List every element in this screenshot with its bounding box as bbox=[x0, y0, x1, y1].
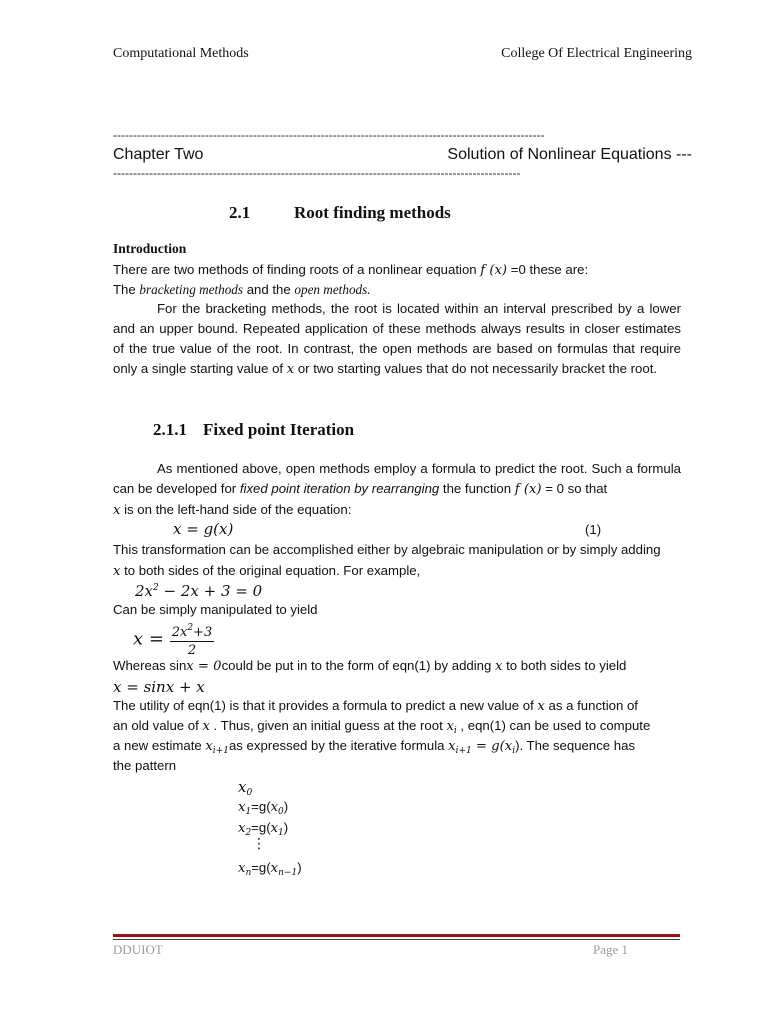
fp5-xi1 bbox=[205, 739, 229, 754]
open-methods-term: open methods bbox=[294, 282, 368, 297]
intro-line-2-text-a: The bbox=[113, 282, 140, 297]
eq3-fraction bbox=[170, 620, 215, 659]
fp1-italic-phrase: fixed point iteration by rearranging bbox=[239, 481, 440, 496]
pattern-x2-arg: x bbox=[270, 821, 279, 836]
eq2-part-a: 2x bbox=[135, 582, 154, 600]
fp1-x: x bbox=[113, 503, 121, 518]
fp5-text-g: as expressed by the iterative formula bbox=[228, 738, 449, 753]
fp5-line-1 bbox=[113, 696, 681, 717]
intro-paragraph-text: For the bracketing methods, the root is located within an interval prescribed by a lower and an upper bound. Repeated application of these methods always results in closer estimates of the true value of the root. In contrast, the open methods are based on formulas that require only a single starting value of bbox=[113, 301, 681, 376]
fp2-text-b: to both sides of the original equation. For example, bbox=[120, 563, 421, 578]
intro-line-2-period: . bbox=[367, 282, 371, 297]
intro-paragraph-x: x bbox=[286, 362, 295, 377]
equation-1: x = g(x) bbox=[173, 520, 234, 538]
fp2-x: x bbox=[113, 564, 121, 579]
fp5-text-e: , eqn(1) can be used to compute bbox=[456, 718, 651, 733]
pattern-x2-sub: 2 bbox=[245, 828, 252, 838]
formula-lhs: x bbox=[448, 739, 456, 754]
pattern-x1-close: ) bbox=[283, 799, 289, 814]
formula-rhs-sub: i bbox=[512, 746, 516, 756]
pattern-xn-arg-sub: n−1 bbox=[278, 868, 298, 878]
fp5-x2: x bbox=[202, 719, 210, 734]
eq3-lhs: x = bbox=[133, 628, 164, 650]
section-title: Root finding methods bbox=[294, 203, 451, 222]
pattern-xn bbox=[238, 858, 302, 883]
fp4-x: x bbox=[495, 659, 503, 674]
intro-line-1-fx: f (x) bbox=[480, 263, 508, 278]
pattern-x2-close: ) bbox=[283, 820, 289, 835]
intro-heading: Introduction bbox=[113, 241, 187, 256]
pattern-x2-arg-sub: 1 bbox=[278, 828, 284, 838]
pattern-vdots: ⋮ bbox=[252, 835, 266, 851]
eq3-num-a: 2x bbox=[171, 625, 188, 640]
eq2-exponent: 2 bbox=[153, 583, 159, 593]
bracketing-methods-term: bracketing methods bbox=[139, 282, 244, 297]
iterative-formula bbox=[448, 739, 515, 754]
footer-rule-thin bbox=[113, 939, 680, 940]
fp1-text-c: = 0 so that bbox=[541, 481, 608, 496]
fp4-text-b: could be put in to the form of eqn(1) by adding bbox=[221, 658, 496, 673]
chapter-dash-bottom: ------------------------------------------------------------------------------------------------------ bbox=[113, 166, 521, 180]
fp1-text-a: As mentioned above, open methods employ a formula to predict the root. Such a formula can be developed for bbox=[113, 461, 681, 496]
footer-rule-thick bbox=[113, 934, 680, 937]
intro-line-1 bbox=[113, 260, 588, 281]
eq2-part-b: − 2x + 3 = 0 bbox=[158, 582, 263, 600]
formula-lhs-sub: i+1 bbox=[455, 746, 472, 756]
pattern-x2-g: =g( bbox=[251, 820, 271, 835]
pattern-xn-base: x bbox=[238, 861, 246, 876]
header-left: Computational Methods bbox=[113, 46, 249, 61]
fp4-line bbox=[113, 656, 626, 677]
fp2-line-2 bbox=[113, 561, 420, 582]
intro-line-1-text-a: There are two methods of finding roots of a nonlinear equation bbox=[113, 262, 481, 277]
fp4-math: x = 0 bbox=[186, 659, 222, 674]
intro-paragraph-end: or two starting values that do not necessarily bracket the root. bbox=[294, 361, 658, 376]
fp4-text-a: Whereas sin bbox=[113, 658, 187, 673]
fp1-text-b: the function bbox=[439, 481, 515, 496]
fp5-line-4: the pattern bbox=[113, 758, 177, 773]
intro-line-1-text-b: =0 these are: bbox=[507, 262, 589, 277]
footer-page-number: Page 1 bbox=[592, 942, 628, 957]
fp5-xi1-sub: i+1 bbox=[212, 746, 229, 756]
pattern-x0-base: x bbox=[238, 778, 247, 796]
fp1-fx: f (x) bbox=[514, 482, 542, 497]
subsection-title: Fixed point Iteration bbox=[203, 420, 355, 439]
pattern-x2-base: x bbox=[238, 821, 246, 836]
pattern-x1-sub: 1 bbox=[245, 807, 252, 817]
equation-4: x = sinx + x bbox=[113, 678, 205, 696]
fp2-line-1: This transformation can be accomplished either by algebraic manipulation or by simply adding bbox=[113, 542, 661, 557]
eq3-numerator bbox=[170, 620, 215, 642]
fp5-x: x bbox=[537, 699, 545, 714]
chapter-title: Solution of Nonlinear Equations --- bbox=[447, 146, 692, 163]
eq3-num-b: +3 bbox=[193, 625, 213, 640]
fp5-text-a: The utility of eqn(1) is that it provides a formula to predict a new value of bbox=[113, 698, 538, 713]
header-right: College Of Electrical Engineering bbox=[501, 46, 692, 61]
equation-2 bbox=[135, 582, 262, 600]
pattern-xn-g: =g( bbox=[251, 860, 271, 875]
pattern-xn-sub: n bbox=[245, 868, 252, 878]
fp5-text-c: an old value of bbox=[113, 718, 203, 733]
fp1-text-d: is on the left-hand side of the equation: bbox=[120, 502, 352, 517]
formula-rhs: = g(x bbox=[471, 739, 513, 754]
pattern-x0 bbox=[238, 778, 252, 798]
footer-left: DDUIOT bbox=[113, 942, 163, 957]
fp5-xi bbox=[446, 719, 456, 734]
pattern-xn-arg: x bbox=[270, 861, 279, 876]
fp5-text-d: . Thus, given an initial guess at the root bbox=[209, 718, 447, 733]
fp5-text-f: a new estimate bbox=[113, 738, 206, 753]
fp5-text-j: ). The sequence has bbox=[515, 738, 636, 753]
pattern-xn-close: ) bbox=[297, 860, 302, 875]
chapter-label: Chapter Two bbox=[113, 146, 204, 163]
eq3-num-exponent: 2 bbox=[187, 623, 194, 633]
intro-line-2-text-b: and the bbox=[243, 282, 295, 297]
fp5-xi-sub: i bbox=[453, 726, 457, 736]
pattern-x1-g: =g( bbox=[251, 799, 271, 814]
fp4-text-c: to both sides to yield bbox=[502, 658, 627, 673]
pattern-x0-sub: 0 bbox=[246, 788, 253, 798]
fp5-xi1-base: x bbox=[205, 739, 213, 754]
intro-paragraph bbox=[113, 299, 681, 380]
equation-3 bbox=[133, 620, 214, 659]
pattern-x1-base: x bbox=[238, 800, 246, 815]
eq3-denominator: 2 bbox=[187, 643, 197, 658]
subsection-number: 2.1.1 bbox=[153, 420, 187, 439]
fixed-point-paragraph-1 bbox=[113, 459, 681, 521]
fp5-text-b: as a function of bbox=[544, 698, 638, 713]
fp3-line: Can be simply manipulated to yield bbox=[113, 602, 318, 617]
intro-line-2 bbox=[113, 280, 371, 300]
equation-1-number: (1) bbox=[585, 522, 602, 537]
pattern-x1-arg-sub: 0 bbox=[278, 807, 284, 817]
fp5-xi-base: x bbox=[446, 719, 454, 734]
fp5-line-3 bbox=[113, 736, 635, 761]
section-number: 2.1 bbox=[229, 203, 251, 222]
pattern-x1-arg: x bbox=[270, 800, 279, 815]
chapter-dash-top: ------------------------------------------------------------------------------------------------------------ bbox=[113, 128, 545, 142]
